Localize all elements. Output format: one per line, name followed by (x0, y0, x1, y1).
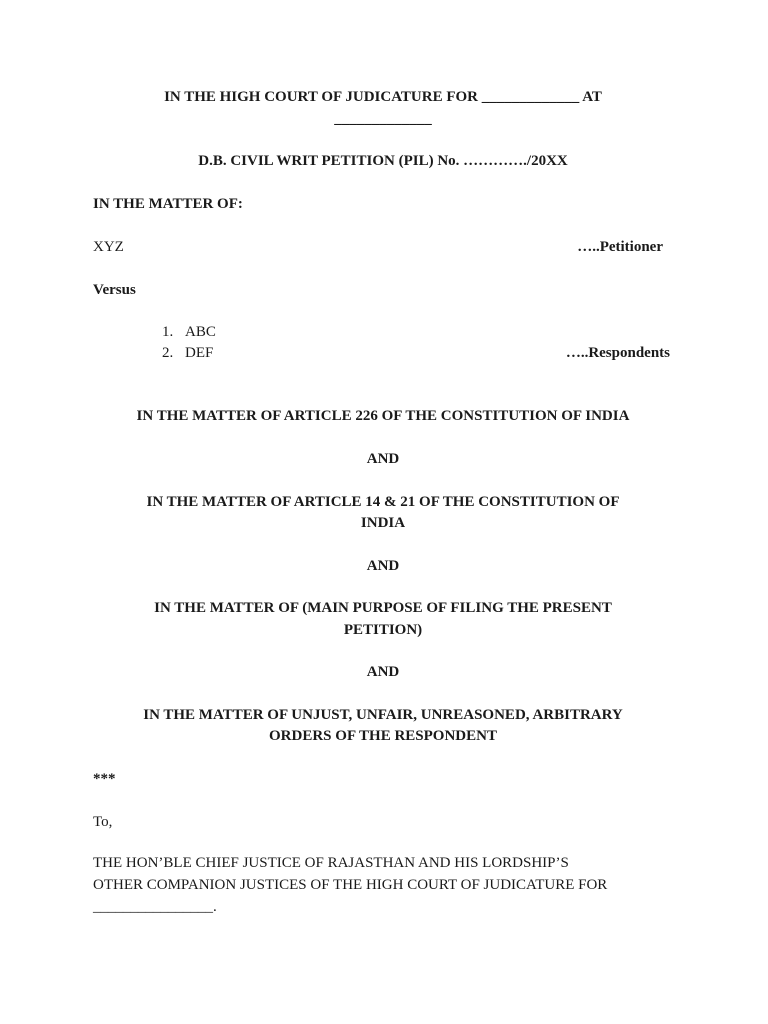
matter-main-purpose-line1: IN THE MATTER OF (MAIN PURPOSE OF FILING THE PRESENT (154, 600, 612, 616)
respondent-2-number: 2. (162, 345, 174, 361)
petitioner-name: XYZ (93, 239, 124, 255)
section-separator: *** (93, 771, 116, 787)
to-label: To, (93, 814, 113, 830)
addressee-line3: ________________. (93, 899, 217, 915)
petitioner-role: …..Petitioner (577, 239, 663, 255)
and-separator-3: AND (366, 664, 400, 680)
addressee-line1: THE HON’BLE CHIEF JUSTICE OF RAJASTHAN AND HIS LORDSHIP’S (93, 855, 569, 871)
versus-label: Versus (93, 282, 136, 298)
matter-main-purpose-line2: PETITION) (343, 622, 423, 638)
addressee-line2: OTHER COMPANION JUSTICES OF THE HIGH COURT OF JUDICATURE FOR (93, 877, 608, 893)
respondents-role: …..Respondents (565, 345, 670, 361)
matter-article-14-21-line2: INDIA (360, 515, 406, 531)
respondent-1-number: 1. (162, 324, 174, 340)
matter-article-226: IN THE MATTER OF ARTICLE 226 OF THE CONSTITUTION OF INDIA (136, 408, 630, 424)
matter-unjust-orders-line2: ORDERS OF THE RESPONDENT (269, 728, 497, 744)
respondent-2-name: DEF (185, 345, 214, 361)
and-separator-1: AND (366, 451, 400, 467)
petition-number: D.B. CIVIL WRIT PETITION (PIL) No. …………./20XX (198, 153, 568, 169)
matter-article-14-21-line1: IN THE MATTER OF ARTICLE 14 & 21 OF THE CONSTITUTION OF (146, 494, 620, 510)
court-heading-line2: _____________ (334, 111, 432, 127)
matter-of-label: IN THE MATTER OF: (93, 196, 243, 212)
respondent-1-name: ABC (185, 324, 216, 340)
matter-unjust-orders-line1: IN THE MATTER OF UNJUST, UNFAIR, UNREASONED, ARBITRARY (143, 707, 623, 723)
and-separator-2: AND (366, 558, 400, 574)
court-heading-line1: IN THE HIGH COURT OF JUDICATURE FOR _____________ AT (164, 89, 602, 105)
